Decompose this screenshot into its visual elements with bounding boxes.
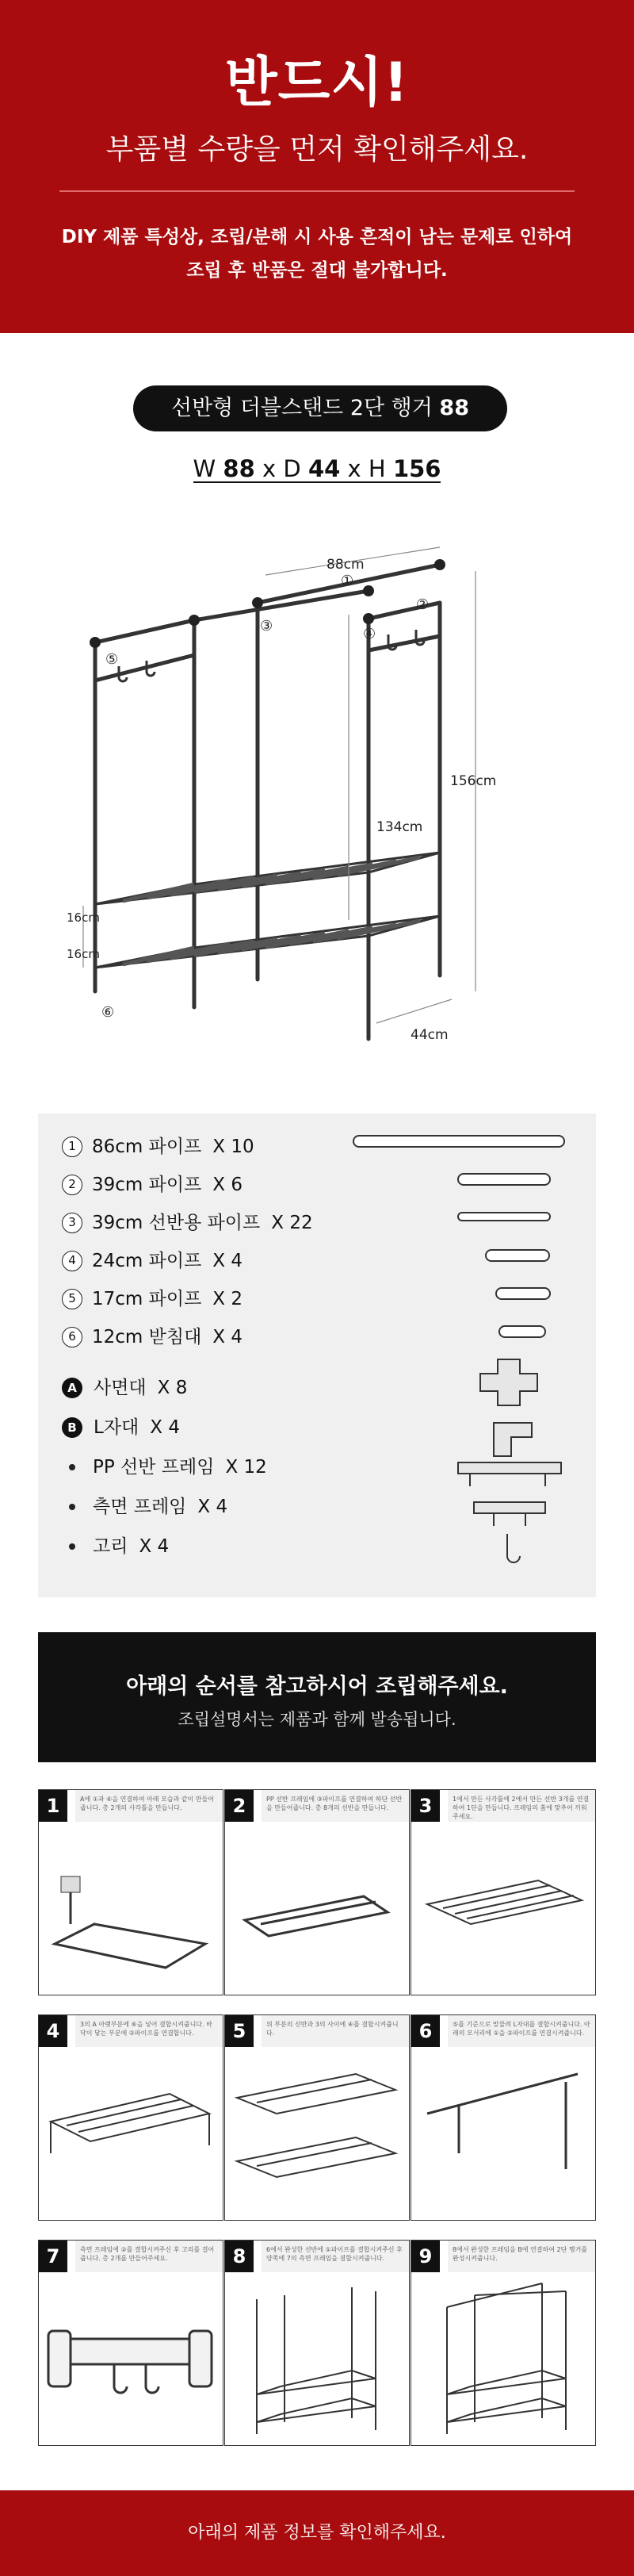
step-number: 2 xyxy=(225,1790,254,1822)
header-title: 반드시! xyxy=(224,52,410,114)
diagram-mark-6: ⑥ xyxy=(101,1004,115,1021)
depth-label: D xyxy=(283,455,301,482)
depth-value: 44 xyxy=(307,455,341,482)
step-illustration xyxy=(225,2275,408,2444)
step-3 xyxy=(411,1789,596,1995)
part-row-4 xyxy=(62,1247,243,1275)
part-number: 5 xyxy=(62,1289,82,1309)
step-6 xyxy=(411,2014,596,2221)
header-divider xyxy=(59,190,575,192)
step-5 xyxy=(224,2014,410,2221)
extra-row-3 xyxy=(62,1532,169,1561)
step-8 xyxy=(224,2240,410,2446)
step-9 xyxy=(411,2240,596,2446)
step-text: PP 선반 프레임에 ③파이프를 연결하여 하단 선반을 만들어줍니다. 총 8개의 선반을 만듭니다. xyxy=(262,1790,409,1822)
step-number: 8 xyxy=(225,2241,254,2272)
step-illustration xyxy=(411,2275,594,2444)
extra-count: X 4 xyxy=(139,1536,170,1557)
part-row-1 xyxy=(62,1133,254,1161)
height-label: H xyxy=(368,455,386,482)
hook-icon xyxy=(507,1534,520,1562)
diagram-mark-1: ① xyxy=(341,573,354,589)
diagram-mark-2: ② xyxy=(416,596,430,613)
connector-name: L자대 xyxy=(94,1417,139,1438)
extra-row-2 xyxy=(62,1493,227,1521)
part-row-2 xyxy=(62,1171,243,1199)
header-subtitle: 부품별 수량을 먼저 확인해주세요. xyxy=(105,133,529,166)
l-connector-icon xyxy=(494,1423,532,1456)
part-name: 17cm 파이프 xyxy=(92,1289,202,1309)
step-number: 1 xyxy=(39,1790,67,1822)
product-dimensions xyxy=(0,455,634,483)
part-number: 4 xyxy=(62,1251,82,1271)
bullet-icon xyxy=(69,1504,75,1510)
product-diagram xyxy=(67,547,507,1071)
assembly-subtitle: 조립설명서는 제품과 함께 발송됩니다. xyxy=(178,1710,456,1729)
step-text: 3의 A 아랫부분에 ⑥을 넣어 결합시켜줍니다. 바닥이 닿는 부분에 ②파이프를 연결합니다. xyxy=(75,2015,223,2047)
product-model: 88 xyxy=(439,396,469,420)
product-name-badge xyxy=(133,385,507,431)
assembly-title: 아래의 순서를 참고하시어 조립해주세요. xyxy=(126,1674,508,1699)
part-row-5 xyxy=(62,1285,243,1313)
extra-count: X 4 xyxy=(197,1497,228,1517)
four-way-connector-icon xyxy=(480,1359,537,1405)
step-2 xyxy=(224,1789,410,1995)
footer-text: 아래의 제품 정보를 확인해주세요. xyxy=(188,2523,446,2543)
step-text: 위 부분의 선반과 3의 사이에 ④를 결합시켜줍니다. xyxy=(262,2015,409,2047)
connector-count: X 8 xyxy=(157,1378,188,1398)
return-warning xyxy=(0,220,634,287)
part-count: X 6 xyxy=(212,1175,243,1195)
step-text: 측면 프레임에 ②를 결합시켜주신 후 고리를 걸어줍니다. 총 2개를 만들어주세요. xyxy=(75,2241,223,2272)
extra-name: PP 선반 프레임 xyxy=(93,1457,215,1478)
warning-header xyxy=(0,0,634,333)
warning-line-1: DIY 제품 특성상, 조립/분해 시 사용 흔적이 남는 문제로 인하여 xyxy=(61,227,573,247)
step-number: 4 xyxy=(39,2015,67,2047)
width-value: 88 xyxy=(223,455,255,482)
part-count: X 22 xyxy=(271,1213,313,1233)
step-number: 3 xyxy=(411,1790,440,1822)
part-row-6 xyxy=(62,1323,243,1351)
extra-row-1 xyxy=(62,1453,267,1482)
part-name: 39cm 선반용 파이프 xyxy=(92,1213,261,1233)
diagram-mark-4: ④ xyxy=(363,626,376,642)
part-count: X 10 xyxy=(212,1137,254,1157)
part-number: 3 xyxy=(62,1213,82,1233)
diagram-gap-top-label: 16cm xyxy=(67,910,100,925)
step-1 xyxy=(38,1789,223,1995)
hanger-drawing xyxy=(67,547,507,1071)
pipe-17-icon xyxy=(496,1288,550,1299)
step-text: ⑤를 기준으로 맞물려 L자대를 결합시켜줍니다. 아래의 모서리에 ①을 ②파이프를 연결시켜줍니다. xyxy=(448,2015,595,2047)
bullet-icon xyxy=(69,1464,75,1470)
step-illustration xyxy=(411,1825,594,1993)
dimensions-line xyxy=(193,456,441,483)
connector-letter: A xyxy=(62,1378,82,1398)
step-text: 8에서 완성한 프레임을 B에 연결하여 2단 행거를 완성시켜줍니다. xyxy=(448,2241,595,2272)
assembly-banner xyxy=(38,1632,596,1762)
footer-banner xyxy=(0,2490,634,2576)
connector-name: 사면대 xyxy=(94,1378,147,1398)
step-number: 7 xyxy=(39,2241,67,2272)
step-number: 6 xyxy=(411,2015,440,2047)
part-count: X 4 xyxy=(212,1327,243,1347)
step-illustration xyxy=(39,2050,222,2218)
bullet-icon xyxy=(69,1543,75,1550)
pipe-24-icon xyxy=(486,1250,549,1261)
extra-count: X 12 xyxy=(225,1457,267,1478)
product-name: 선반형 더블스탠드 2단 행거 xyxy=(171,396,433,420)
part-row-3 xyxy=(62,1209,313,1237)
part-name: 24cm 파이프 xyxy=(92,1251,202,1271)
step-illustration xyxy=(39,1825,222,1993)
connector-row-b xyxy=(62,1413,180,1442)
connector-row-a xyxy=(62,1374,187,1402)
stand-12-icon xyxy=(499,1326,545,1337)
step-illustration xyxy=(411,2050,594,2218)
part-name: 12cm 받침대 xyxy=(92,1327,202,1347)
dim-sep-2: x xyxy=(347,455,361,482)
part-count: X 4 xyxy=(212,1251,243,1271)
parts-list xyxy=(38,1114,596,1597)
side-frame-icon xyxy=(474,1502,545,1526)
step-text: 1에서 만든 사각틀에 2에서 만든 선반 3개를 연결하여 1단을 만듭니다. 프레임의 홈에 맞추어 끼워주세요. xyxy=(448,1790,595,1822)
step-4 xyxy=(38,2014,223,2221)
diagram-mark-5: ⑤ xyxy=(105,651,119,668)
pp-shelf-frame-icon xyxy=(458,1462,561,1486)
step-7 xyxy=(38,2240,223,2446)
dim-sep-1: x xyxy=(262,455,277,482)
step-text: A에 ①과 ⑥을 연결하여 아래 모습과 같이 만들어줍니다. 총 2개의 사각틀을 만듭니다. xyxy=(75,1790,223,1822)
diagram-inner-height-label: 134cm xyxy=(376,819,423,835)
diagram-gap-bottom-label: 16cm xyxy=(67,947,100,961)
step-illustration xyxy=(225,1825,408,1993)
pipe-39-icon xyxy=(458,1174,550,1185)
extra-name: 고리 xyxy=(93,1536,128,1557)
diagram-mark-3: ③ xyxy=(260,618,273,634)
diagram-width-label: 88cm xyxy=(327,557,365,573)
warning-line-2: 조립 후 반품은 절대 불가합니다. xyxy=(186,260,448,281)
height-value: 156 xyxy=(392,455,441,482)
diagram-height-label: 156cm xyxy=(450,773,497,789)
diagram-depth-label: 44cm xyxy=(411,1027,449,1043)
part-number: 2 xyxy=(62,1175,82,1195)
step-illustration xyxy=(39,2275,222,2444)
parts-illustrations xyxy=(331,1129,569,1589)
shelf-pipe-39-icon xyxy=(458,1213,550,1221)
part-name: 86cm 파이프 xyxy=(92,1137,202,1157)
step-illustration xyxy=(225,2050,408,2218)
part-number: 1 xyxy=(62,1137,82,1157)
step-text: 6에서 완성한 선반에 ①파이프를 결합시켜주신 후 양쪽에 7의 측면 프레임을 결합시켜줍니다. xyxy=(262,2241,409,2272)
connector-letter: B xyxy=(62,1417,82,1438)
part-count: X 2 xyxy=(212,1289,243,1309)
connector-count: X 4 xyxy=(150,1417,180,1438)
width-label: W xyxy=(193,455,216,482)
part-name: 39cm 파이프 xyxy=(92,1175,202,1195)
part-number: 6 xyxy=(62,1327,82,1347)
step-number: 5 xyxy=(225,2015,254,2047)
pipe-86-icon xyxy=(353,1136,564,1147)
extra-name: 측면 프레임 xyxy=(93,1497,187,1517)
step-number: 9 xyxy=(411,2241,440,2272)
